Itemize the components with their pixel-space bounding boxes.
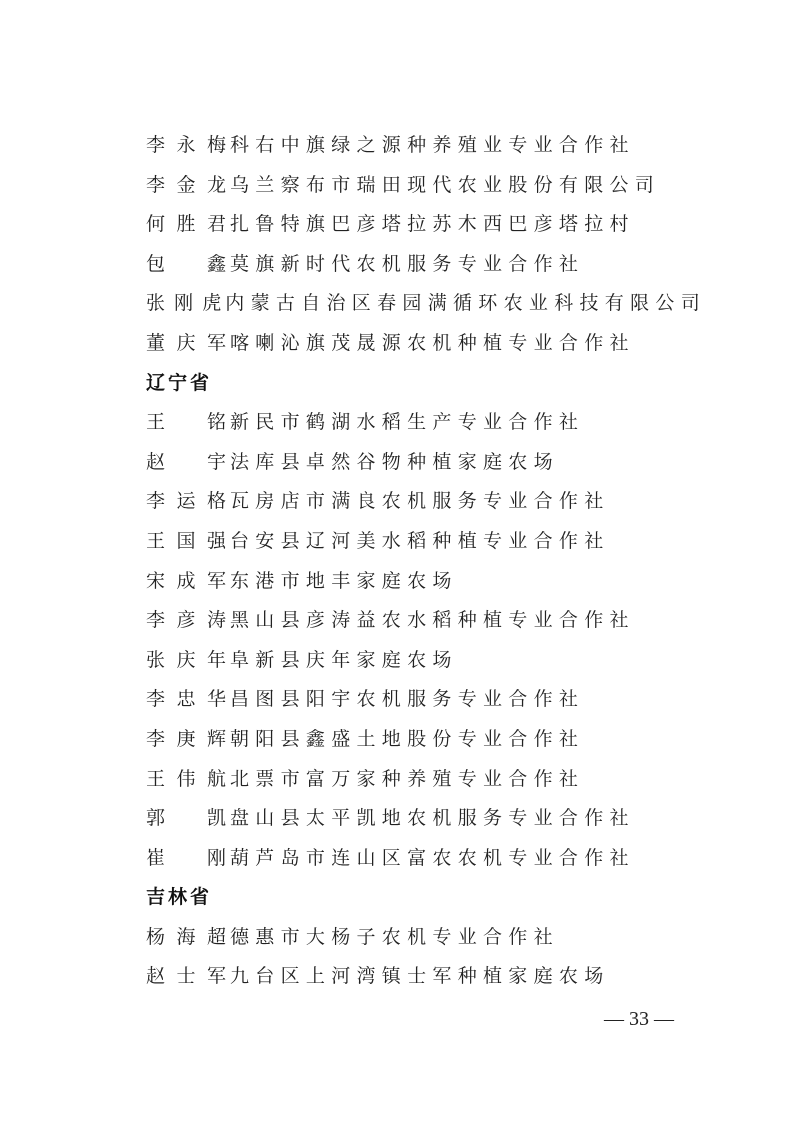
list-item [146,522,706,562]
list-item [146,601,706,641]
organization-name: 科右中旗绿之源种养殖业专业合作社 [230,134,635,156]
list-item [146,760,706,800]
organization-name: 法库县卓然谷物种植家庭农场 [230,450,559,473]
organization-name: 内蒙古自治区春园满循环农业科技有限公司 [225,292,706,315]
organization-name: 葫芦岛市连山区富农农机专业合作社 [230,846,635,869]
person-name: 包 鑫 [146,252,230,275]
list-item [146,957,706,997]
organization-name: 盘山县太平凯地农机服务专业合作社 [230,807,635,830]
list-item [146,126,706,166]
organization-name: 黑山县彦涛益农水稻种植专业合作社 [230,609,635,632]
person-name: 李庚辉 [146,727,230,750]
list-item [146,403,706,443]
list-item [146,839,706,879]
province-heading [146,364,706,404]
person-name: 宋成军 [146,569,230,592]
list-item [146,799,706,839]
list-item [146,918,706,958]
organization-name: 扎鲁特旗巴彦塔拉苏木西巴彦塔拉村 [230,213,635,236]
person-name: 张庆年 [146,648,230,671]
list-item [146,284,706,324]
person-name: 董庆军 [146,331,230,354]
organization-name: 瓦房店市满良农机服务专业合作社 [230,490,610,513]
organization-name: 台安县辽河美水稻种植专业合作社 [230,529,610,552]
person-name: 王 铭 [146,411,230,434]
organization-name: 朝阳县鑫盛土地股份专业合作社 [230,727,585,750]
organization-name: 昌图县阳宇农机服务专业合作社 [230,688,585,711]
person-name: 郭 凯 [146,807,230,830]
roster-list [146,126,706,997]
organization-name: 新民市鹤湖水稻生产专业合作社 [230,411,585,434]
person-name: 赵士军 [146,965,230,988]
person-name: 崔 刚 [146,846,230,869]
person-name: 李运格 [146,490,230,513]
list-item [146,482,706,522]
organization-name: 乌兰察布市瑞田现代农业股份有限公司 [230,173,661,196]
organization-name: 莫旗新时代农机服务专业合作社 [230,252,585,275]
page-number: — 33 — [604,1008,674,1030]
list-item [146,443,706,483]
person-name: 张刚虎 [146,292,226,315]
organization-name: 北票市富万家种养殖专业合作社 [230,767,585,790]
person-name: 赵 宇 [146,450,230,473]
list-item [146,166,706,206]
list-item [146,562,706,602]
person-name: 李永梅 [146,134,230,156]
list-item [146,641,706,681]
list-item [146,245,706,285]
organization-name: 东港市地丰家庭农场 [230,569,458,592]
person-name: 李金龙 [146,173,230,196]
person-name: 王伟航 [146,767,230,790]
person-name: 李忠华 [146,688,230,711]
list-item [146,324,706,364]
person-name: 王国强 [146,529,230,552]
person-name: 何胜君 [146,213,230,236]
list-item [146,205,706,245]
province-title: 吉林省 [146,886,213,909]
province-heading [146,878,706,918]
person-name: 杨海超 [146,925,230,948]
province-title: 辽宁省 [146,371,213,394]
organization-name: 德惠市大杨子农机专业合作社 [230,925,559,948]
person-name: 李彦涛 [146,609,230,632]
organization-name: 喀喇沁旗茂晟源农机种植专业合作社 [230,331,635,354]
organization-name: 阜新县庆年家庭农场 [230,648,458,671]
list-item [146,720,706,760]
organization-name: 九台区上河湾镇士军种植家庭农场 [230,965,610,988]
list-item [146,680,706,720]
